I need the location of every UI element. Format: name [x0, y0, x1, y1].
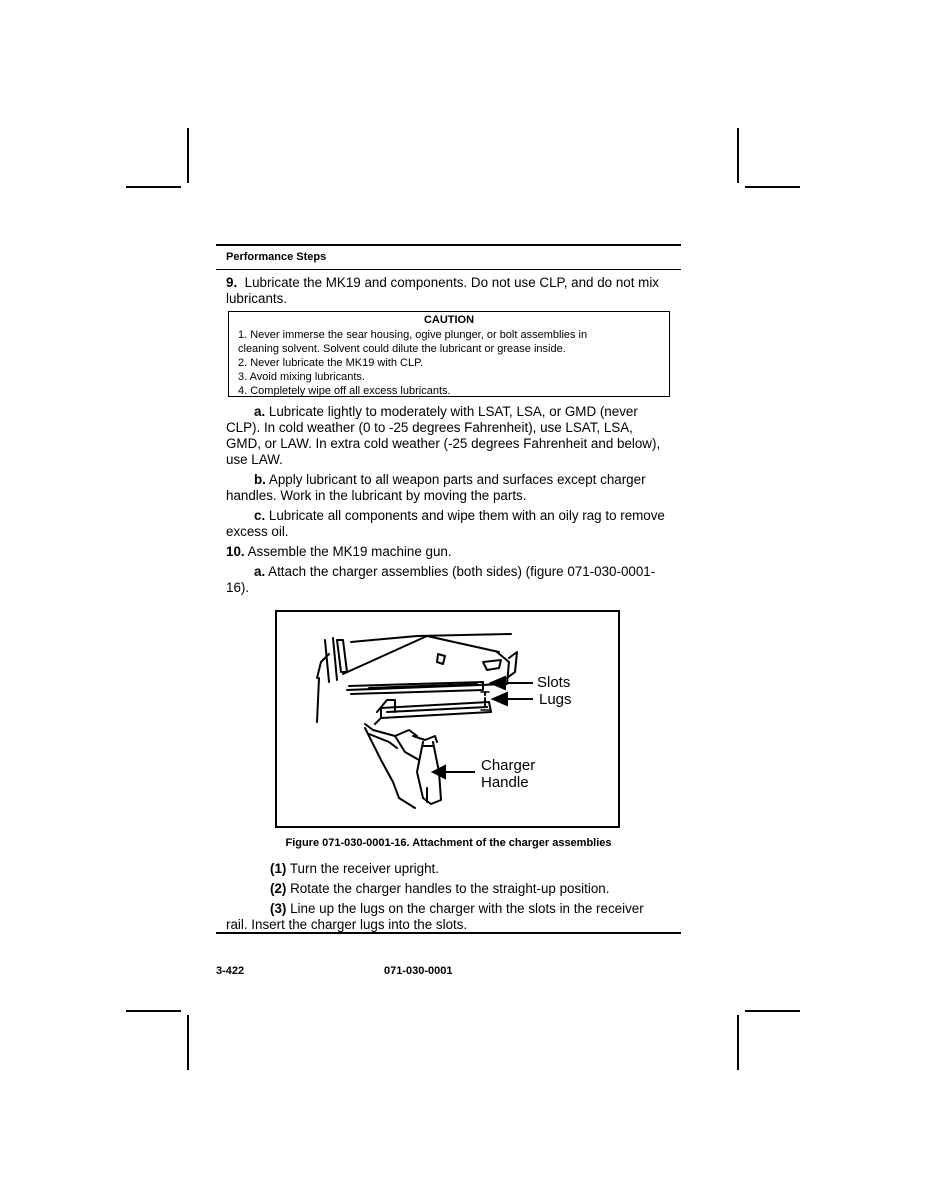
figure-caption: Figure 071-030-0001-16. Attachment of the charger assemblies	[285, 837, 612, 849]
substep-text: Apply lubricant to all weapon parts and surfaces except charger	[268, 472, 646, 487]
substep-1	[270, 861, 439, 877]
footer-rule	[216, 932, 681, 934]
figure-box	[275, 610, 620, 828]
step-9a-line: GMD, or LAW. In extra cold weather (-25 degrees Fahrenheit and below),	[226, 436, 661, 451]
crop-mark-bottom-left-horizontal	[126, 1010, 181, 1012]
substep-label: a.	[254, 404, 266, 419]
substep-3-continuation: rail. Insert the charger lugs into the slots.	[226, 917, 468, 932]
step-9b	[254, 472, 646, 488]
crop-mark-top-right-vertical	[737, 128, 739, 183]
task-number: 071-030-0001	[384, 965, 453, 977]
substep-2	[270, 881, 609, 897]
crop-mark-top-left-horizontal	[126, 186, 181, 188]
step-9c-line: excess oil.	[226, 524, 289, 539]
section-title: Performance Steps	[226, 251, 327, 263]
substep-label: b.	[254, 472, 266, 487]
step-9a-line: use LAW.	[226, 452, 283, 467]
crop-mark-bottom-left-vertical	[187, 1015, 189, 1070]
substep-text: Turn the receiver upright.	[289, 861, 439, 876]
substep-number: (1)	[270, 861, 287, 876]
substep-text: Attach the charger assemblies (both sides) (figure 071-030-0001-	[268, 564, 656, 579]
step-text: Assemble the MK19 machine gun.	[247, 544, 452, 559]
step-9c	[254, 508, 665, 524]
caution-line: 3. Avoid mixing lubricants.	[238, 371, 365, 383]
substep-text: Lubricate lightly to moderately with LSAT, LSA, or GMD (never	[268, 404, 638, 419]
caution-line: 2. Never lubricate the MK19 with CLP.	[238, 357, 424, 369]
substep-label: a.	[254, 564, 266, 579]
label-charger: Charger	[481, 757, 536, 774]
label-lugs: Lugs	[539, 691, 572, 708]
label-handle: Handle	[481, 774, 529, 791]
caution-line: 1. Never immerse the sear housing, ogive plunger, or bolt assemblies in	[238, 329, 588, 341]
substep-text: Rotate the charger handles to the straight-up position.	[290, 881, 610, 896]
header-top-rule	[216, 244, 681, 246]
step-number: 10.	[226, 544, 245, 559]
crop-mark-top-right-horizontal	[745, 186, 800, 188]
caution-line: 4. Completely wipe off all excess lubricants.	[238, 385, 451, 397]
step-10a-line: 16).	[226, 580, 250, 595]
step-9	[226, 275, 659, 291]
step-9a-line: CLP). In cold weather (0 to -25 degrees Fahrenheit), use LSAT, LSA,	[226, 420, 633, 435]
step-9b-line: handles. Work in the lubricant by moving the parts.	[226, 488, 527, 503]
substep-number: (3)	[270, 901, 287, 916]
step-text: Lubricate the MK19 and components. Do not use CLP, and do not mix	[244, 275, 660, 290]
page-number: 3-422	[216, 965, 245, 977]
step-9-continuation: lubricants.	[226, 291, 288, 306]
step-10	[226, 544, 452, 560]
caution-box	[228, 311, 670, 397]
crop-mark-bottom-right-horizontal	[745, 1010, 800, 1012]
crop-mark-top-left-vertical	[187, 128, 189, 183]
substep-label: c.	[254, 508, 266, 523]
crop-mark-bottom-right-vertical	[737, 1015, 739, 1070]
substep-text: Lubricate all components and wipe them with an oily rag to remove	[268, 508, 665, 523]
substep-3	[270, 901, 644, 917]
substep-text: Line up the lugs on the charger with the slots in the receiver	[290, 901, 644, 916]
caution-title: CAUTION	[423, 314, 475, 326]
step-number: 9.	[226, 275, 238, 290]
step-9a	[254, 404, 638, 420]
substep-number: (2)	[270, 881, 287, 896]
charger-assembly-illustration	[277, 612, 618, 826]
step-10a	[254, 564, 655, 580]
caution-line: cleaning solvent. Solvent could dilute the lubricant or grease inside.	[238, 343, 566, 355]
label-slots: Slots	[537, 674, 571, 691]
header-bottom-rule	[216, 269, 681, 270]
